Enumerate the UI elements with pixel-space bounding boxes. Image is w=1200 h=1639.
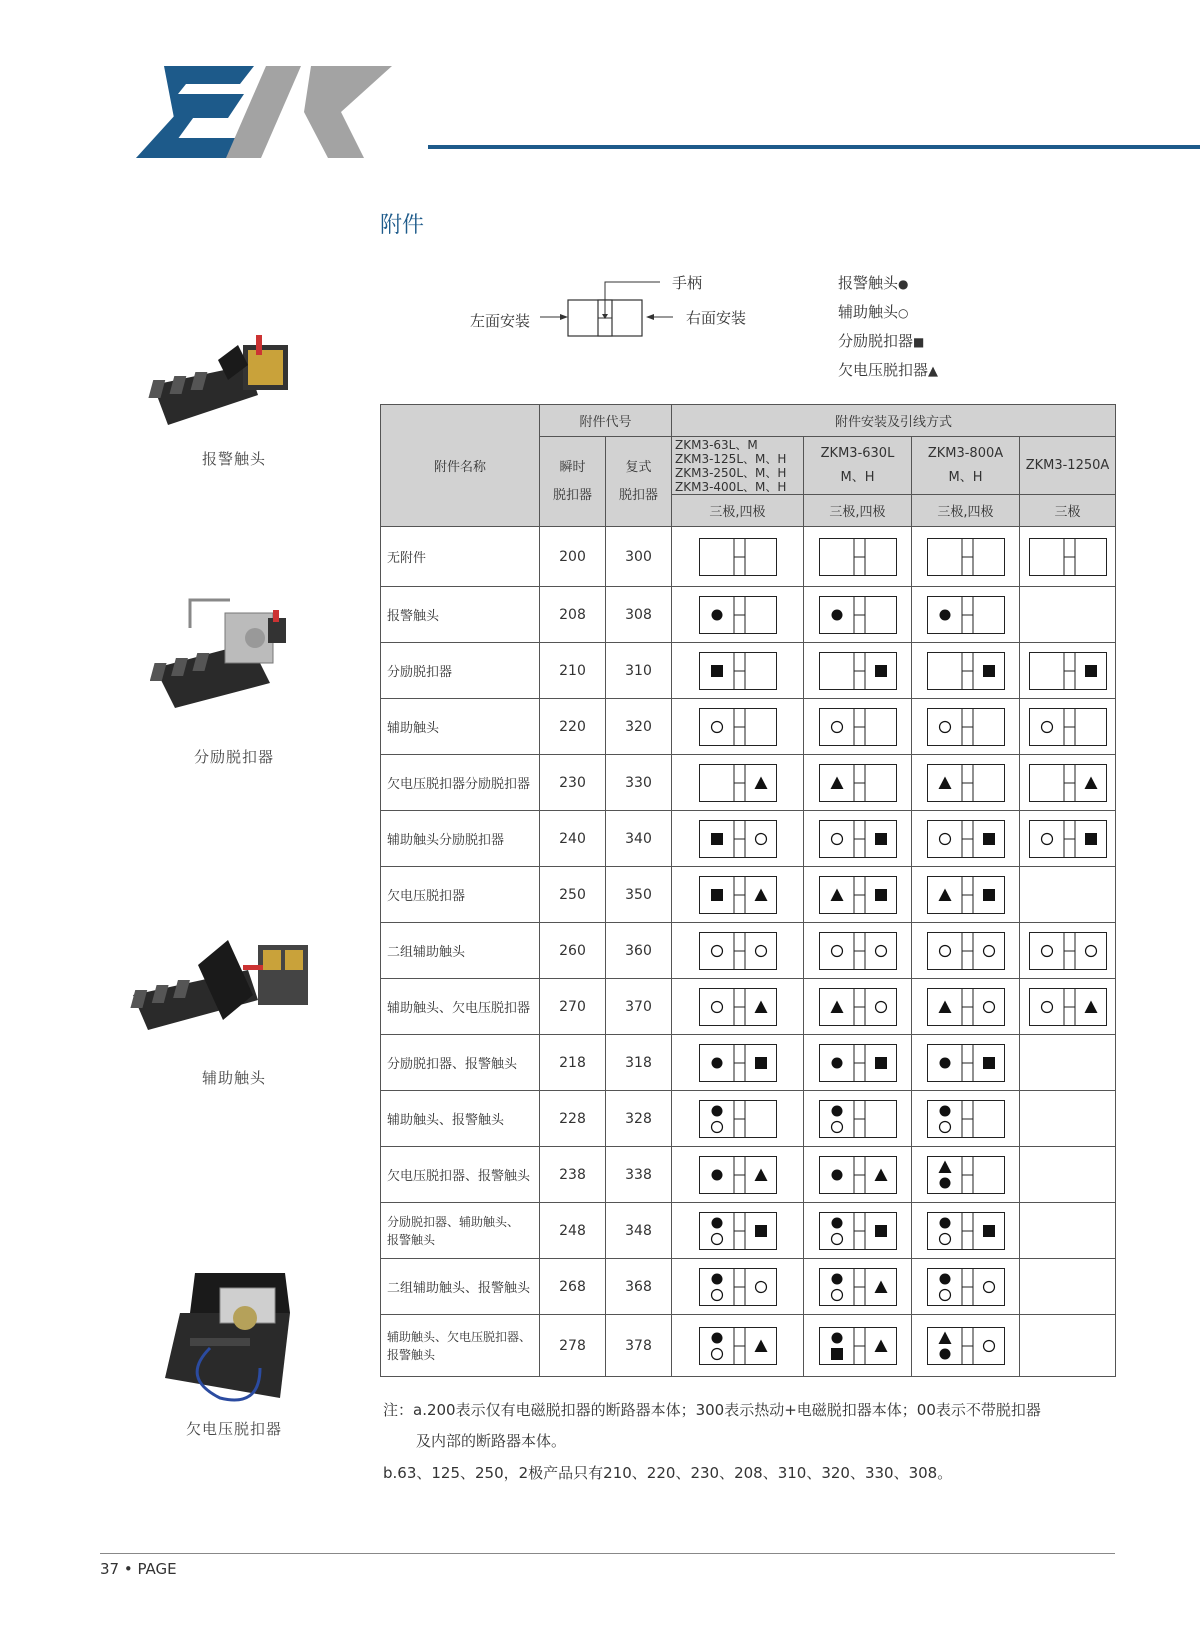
header-instant: 瞬时 脱扣器 — [540, 437, 606, 527]
install-cell — [804, 1035, 912, 1091]
legend-item: 辅助触头○ — [838, 303, 909, 321]
install-cell — [912, 527, 1020, 587]
mounting-symbol — [699, 932, 777, 970]
auxiliary-contact-symbol — [711, 721, 722, 732]
shunt-release-symbol — [755, 1225, 767, 1237]
accessory-table — [380, 404, 1116, 1377]
alarm-contact-symbol — [939, 609, 950, 620]
auxiliary-contact-symbol — [983, 1281, 994, 1292]
accessory-name: 分励脱扣器、报警触头 — [381, 1035, 540, 1091]
install-cell — [912, 811, 1020, 867]
auxiliary-contact-symbol — [755, 833, 766, 844]
shunt-release-symbol — [1085, 665, 1097, 677]
accessory-name: 辅助触头、欠电压脱扣器 — [381, 979, 540, 1035]
install-cell — [804, 923, 912, 979]
auxiliary-contact-symbol — [711, 1233, 722, 1244]
mounting-symbol — [927, 538, 1005, 576]
install-cell — [672, 1203, 804, 1259]
table-row — [381, 867, 1116, 923]
install-cell — [1020, 1259, 1116, 1315]
install-cell — [672, 1091, 804, 1147]
install-cell — [672, 1147, 804, 1203]
install-cell — [672, 643, 804, 699]
table-row — [381, 1259, 1116, 1315]
photo-caption: 报警触头 — [201, 450, 266, 468]
mounting-symbol — [1029, 764, 1107, 802]
auxiliary-contact-symbol — [831, 1289, 842, 1300]
install-cell — [672, 699, 804, 755]
header-poles: 三极,四极 — [912, 495, 1020, 527]
install-cell — [1020, 699, 1116, 755]
brand-logo — [136, 66, 396, 158]
note-a-continued: 及内部的断路器本体。 — [416, 1432, 567, 1450]
install-cell — [912, 979, 1020, 1035]
alarm-contact-symbol — [711, 1217, 722, 1228]
compound-code: 308 — [606, 587, 672, 643]
alarm-contact-symbol — [939, 1273, 950, 1284]
symbol-legend — [838, 272, 938, 388]
auxiliary-contact-symbol — [1041, 1001, 1052, 1012]
install-cell — [804, 867, 912, 923]
instant-code: 218 — [540, 1035, 606, 1091]
auxiliary-contact-symbol — [875, 945, 886, 956]
table-row — [381, 755, 1116, 811]
header-compound: 复式 脱扣器 — [606, 437, 672, 527]
alarm-contact-symbol — [711, 1332, 722, 1343]
shunt-release-symbol — [831, 1348, 843, 1360]
install-cell — [804, 1147, 912, 1203]
install-cell — [912, 1035, 1020, 1091]
photo-caption: 欠电压脱扣器 — [185, 1420, 282, 1438]
photo-caption: 辅助触头 — [201, 1069, 266, 1087]
accessory-name: 欠电压脱扣器分励脱扣器 — [381, 755, 540, 811]
table-row — [381, 587, 1116, 643]
install-cell — [1020, 923, 1116, 979]
auxiliary-contact-symbol — [831, 945, 842, 956]
alarm-contact-photo — [148, 325, 298, 435]
install-cell — [672, 979, 804, 1035]
auxiliary-contact-symbol — [711, 1289, 722, 1300]
mounting-symbol — [927, 652, 1005, 690]
mounting-symbol — [927, 596, 1005, 634]
install-cell — [1020, 811, 1116, 867]
alarm-contact-symbol — [939, 1105, 950, 1116]
mounting-symbol — [819, 764, 897, 802]
mounting-symbol — [927, 932, 1005, 970]
instant-code: 230 — [540, 755, 606, 811]
auxiliary-contact-symbol — [875, 1001, 886, 1012]
install-cell — [1020, 1147, 1116, 1203]
install-cell — [912, 1147, 1020, 1203]
mounting-symbol — [699, 820, 777, 858]
instant-code: 220 — [540, 699, 606, 755]
auxiliary-contact-symbol — [711, 1001, 722, 1012]
alarm-contact-symbol — [831, 1057, 842, 1068]
note-b: b.63、125、250，2极产品只有210、220、230、208、310、320、330、308。 — [383, 1464, 953, 1482]
install-cell — [672, 1035, 804, 1091]
alarm-contact-symbol — [939, 1217, 950, 1228]
note-a: 注：a.200表示仅有电磁脱扣器的断路器本体；300表示热动+电磁脱扣器本体；00表示不带脱扣器 — [383, 1401, 1041, 1419]
mounting-symbol — [1029, 988, 1107, 1026]
mounting-symbol — [699, 538, 777, 576]
page-number: 37 • PAGE — [100, 1560, 177, 1578]
table-row — [381, 1203, 1116, 1259]
alarm-contact-symbol — [831, 1332, 842, 1343]
install-cell — [804, 811, 912, 867]
install-cell — [912, 923, 1020, 979]
shunt-release-symbol — [983, 665, 995, 677]
install-cell — [672, 867, 804, 923]
shunt-release-symbol — [983, 1225, 995, 1237]
compound-code: 360 — [606, 923, 672, 979]
install-cell — [672, 1259, 804, 1315]
auxiliary-contact-symbol — [711, 945, 722, 956]
header-code-group: 附件代号 — [540, 405, 672, 437]
install-cell — [1020, 1091, 1116, 1147]
auxiliary-contact-symbol — [939, 1289, 950, 1300]
table-row — [381, 1315, 1116, 1377]
shunt-release-symbol — [755, 1057, 767, 1069]
mounting-symbol — [819, 652, 897, 690]
shunt-release-symbol — [875, 833, 887, 845]
install-cell — [912, 755, 1020, 811]
accessory-name: 欠电压脱扣器、报警触头 — [381, 1147, 540, 1203]
install-cell — [672, 1315, 804, 1377]
alarm-contact-symbol — [711, 1105, 722, 1116]
accessory-name: 二组辅助触头、报警触头 — [381, 1259, 540, 1315]
header-name: 附件名称 — [381, 405, 540, 527]
accessory-name: 分励脱扣器、辅助触头、 报警触头 — [381, 1203, 540, 1259]
install-cell — [804, 587, 912, 643]
instant-code: 228 — [540, 1091, 606, 1147]
header-model: ZKM3-63L、M ZKM3-125L、M、H ZKM3-250L、M、H ZKM3-400L、M、H — [672, 437, 804, 495]
compound-code: 370 — [606, 979, 672, 1035]
compound-code: 338 — [606, 1147, 672, 1203]
shunt-release-symbol — [711, 889, 723, 901]
alarm-contact-symbol — [831, 1105, 842, 1116]
install-cell — [804, 1259, 912, 1315]
install-cell — [672, 755, 804, 811]
mounting-symbol — [819, 932, 897, 970]
table-row — [381, 699, 1116, 755]
mounting-symbol — [699, 1044, 777, 1082]
auxiliary-contact-symbol — [939, 945, 950, 956]
table-row — [381, 1147, 1116, 1203]
auxiliary-contact-symbol — [983, 1340, 994, 1351]
shunt-release-symbol — [983, 889, 995, 901]
instant-code: 260 — [540, 923, 606, 979]
auxiliary-contact-symbol — [939, 721, 950, 732]
header-rule — [428, 145, 1200, 149]
install-cell — [672, 527, 804, 587]
shunt-release-photo — [150, 598, 300, 713]
instant-code: 270 — [540, 979, 606, 1035]
mounting-symbol — [927, 708, 1005, 746]
install-cell — [912, 1259, 1020, 1315]
table-row — [381, 1035, 1116, 1091]
install-cell — [804, 1315, 912, 1377]
alarm-contact-symbol — [831, 1273, 842, 1284]
accessory-name: 辅助触头、报警触头 — [381, 1091, 540, 1147]
mounting-symbol — [819, 1268, 897, 1306]
install-cell — [1020, 1035, 1116, 1091]
mounting-symbol — [927, 1268, 1005, 1306]
mounting-symbol — [699, 1327, 777, 1365]
install-cell — [672, 923, 804, 979]
mounting-symbol — [699, 652, 777, 690]
instant-code: 240 — [540, 811, 606, 867]
auxiliary-contact-symbol — [1041, 721, 1052, 732]
auxiliary-contact-symbol — [831, 721, 842, 732]
auxiliary-contact-symbol — [831, 1121, 842, 1132]
alarm-contact-symbol — [831, 609, 842, 620]
install-cell — [804, 1203, 912, 1259]
shunt-release-symbol — [711, 833, 723, 845]
diagram-handle-label: 手柄 — [672, 274, 703, 292]
compound-code: 310 — [606, 643, 672, 699]
accessory-name: 辅助触头分励脱扣器 — [381, 811, 540, 867]
compound-code: 340 — [606, 811, 672, 867]
table-row — [381, 811, 1116, 867]
install-cell — [804, 699, 912, 755]
mounting-symbol — [819, 708, 897, 746]
shunt-release-symbol — [983, 1057, 995, 1069]
compound-code: 328 — [606, 1091, 672, 1147]
table-row — [381, 923, 1116, 979]
mounting-symbol — [819, 1327, 897, 1365]
mounting-symbol — [927, 1156, 1005, 1194]
auxiliary-contact-symbol — [831, 1233, 842, 1244]
install-cell — [912, 1315, 1020, 1377]
mounting-symbol — [1029, 932, 1107, 970]
mounting-symbol — [927, 876, 1005, 914]
install-cell — [804, 755, 912, 811]
compound-code: 320 — [606, 699, 672, 755]
mounting-symbol — [699, 1156, 777, 1194]
mounting-symbol — [927, 988, 1005, 1026]
install-cell — [804, 643, 912, 699]
auxiliary-contact-symbol — [1085, 945, 1096, 956]
mounting-symbol — [927, 764, 1005, 802]
diagram-left-label: 左面安装 — [470, 312, 531, 330]
mounting-symbol — [1029, 708, 1107, 746]
instant-code: 238 — [540, 1147, 606, 1203]
accessory-name: 分励脱扣器 — [381, 643, 540, 699]
auxiliary-contact-symbol — [755, 945, 766, 956]
auxiliary-contact-symbol — [1041, 945, 1052, 956]
install-cell — [1020, 979, 1116, 1035]
mounting-symbol — [819, 1044, 897, 1082]
shunt-release-symbol — [711, 665, 723, 677]
install-cell — [672, 587, 804, 643]
install-cell — [1020, 1203, 1116, 1259]
install-cell — [1020, 867, 1116, 923]
mounting-symbol — [1029, 538, 1107, 576]
auxiliary-contact-symbol — [939, 1121, 950, 1132]
instant-code: 210 — [540, 643, 606, 699]
auxiliary-contact-symbol — [983, 1001, 994, 1012]
compound-code: 318 — [606, 1035, 672, 1091]
undervoltage-release-photo — [150, 1258, 310, 1408]
instant-code: 250 — [540, 867, 606, 923]
section-title: 附件 — [380, 213, 425, 238]
accessory-name: 辅助触头 — [381, 699, 540, 755]
auxiliary-contact-symbol — [939, 1233, 950, 1244]
header-poles: 三极,四极 — [672, 495, 804, 527]
install-cell — [1020, 643, 1116, 699]
mounting-symbol — [819, 876, 897, 914]
instant-code: 278 — [540, 1315, 606, 1377]
mounting-symbol — [699, 708, 777, 746]
instant-code: 200 — [540, 527, 606, 587]
install-cell — [912, 587, 1020, 643]
header-model: ZKM3-1250A — [1020, 437, 1116, 495]
compound-code: 330 — [606, 755, 672, 811]
install-cell — [1020, 527, 1116, 587]
mounting-symbol — [927, 1100, 1005, 1138]
alarm-contact-symbol — [939, 1057, 950, 1068]
alarm-contact-symbol — [831, 1169, 842, 1180]
accessory-name: 辅助触头、欠电压脱扣器、 报警触头 — [381, 1315, 540, 1377]
table-row — [381, 1091, 1116, 1147]
mounting-symbol — [927, 1044, 1005, 1082]
legend-item: 欠电压脱扣器▲ — [838, 361, 939, 379]
shunt-release-symbol — [875, 1057, 887, 1069]
install-cell — [912, 867, 1020, 923]
install-cell — [1020, 1315, 1116, 1377]
alarm-contact-symbol — [939, 1177, 950, 1188]
table-row — [381, 979, 1116, 1035]
table-row — [381, 643, 1116, 699]
mounting-symbol — [819, 1212, 897, 1250]
install-cell — [804, 1091, 912, 1147]
mounting-symbol — [699, 988, 777, 1026]
legend-item: 报警触头● — [838, 274, 909, 292]
auxiliary-contact-symbol — [755, 1281, 766, 1292]
shunt-release-symbol — [875, 665, 887, 677]
mounting-symbol — [699, 876, 777, 914]
compound-code: 348 — [606, 1203, 672, 1259]
footer-rule — [100, 1553, 1115, 1554]
mounting-symbol — [927, 820, 1005, 858]
mounting-symbol — [699, 1268, 777, 1306]
mounting-symbol — [699, 764, 777, 802]
table-row — [381, 527, 1116, 587]
mounting-symbol — [819, 1156, 897, 1194]
auxiliary-contact-symbol — [711, 1348, 722, 1359]
compound-code: 378 — [606, 1315, 672, 1377]
diagram-right-label: 右面安装 — [686, 309, 747, 327]
install-cell — [672, 811, 804, 867]
mounting-symbol — [699, 596, 777, 634]
alarm-contact-symbol — [711, 1273, 722, 1284]
header-install-group: 附件安装及引线方式 — [672, 405, 1116, 437]
header-model: ZKM3-630L M、H — [804, 437, 912, 495]
mounting-symbol — [927, 1327, 1005, 1365]
instant-code: 208 — [540, 587, 606, 643]
install-cell — [912, 1203, 1020, 1259]
accessory-name: 欠电压脱扣器 — [381, 867, 540, 923]
mounting-symbol — [819, 538, 897, 576]
photo-caption: 分励脱扣器 — [193, 748, 274, 766]
table-body — [381, 527, 1116, 1377]
mounting-symbol — [819, 596, 897, 634]
mounting-symbol — [1029, 652, 1107, 690]
alarm-contact-symbol — [831, 1217, 842, 1228]
install-cell — [804, 527, 912, 587]
install-cell — [1020, 755, 1116, 811]
install-cell — [912, 699, 1020, 755]
mounting-symbol — [699, 1100, 777, 1138]
auxiliary-contact-symbol — [1041, 833, 1052, 844]
shunt-release-symbol — [983, 833, 995, 845]
mounting-symbol — [699, 1212, 777, 1250]
alarm-contact-symbol — [711, 1057, 722, 1068]
table-header — [381, 405, 1116, 527]
shunt-release-symbol — [875, 1225, 887, 1237]
mounting-symbol — [819, 1100, 897, 1138]
header-poles: 三极,四极 — [804, 495, 912, 527]
alarm-contact-symbol — [711, 609, 722, 620]
auxiliary-contact-symbol — [831, 833, 842, 844]
legend-item: 分励脱扣器■ — [838, 332, 925, 350]
auxiliary-contact-symbol — [983, 945, 994, 956]
instant-code: 248 — [540, 1203, 606, 1259]
auxiliary-contact-photo — [128, 935, 318, 1050]
shunt-release-symbol — [1085, 833, 1097, 845]
install-cell — [912, 643, 1020, 699]
install-cell — [1020, 587, 1116, 643]
mounting-symbol — [927, 1212, 1005, 1250]
accessory-name: 二组辅助触头 — [381, 923, 540, 979]
auxiliary-contact-symbol — [939, 833, 950, 844]
install-cell — [804, 979, 912, 1035]
accessory-name: 无附件 — [381, 527, 540, 587]
install-cell — [912, 1091, 1020, 1147]
alarm-contact-symbol — [711, 1169, 722, 1180]
shunt-release-symbol — [875, 889, 887, 901]
alarm-contact-symbol — [939, 1348, 950, 1359]
header-model: ZKM3-800A M、H — [912, 437, 1020, 495]
compound-code: 368 — [606, 1259, 672, 1315]
mounting-symbol — [1029, 820, 1107, 858]
auxiliary-contact-symbol — [711, 1121, 722, 1132]
instant-code: 268 — [540, 1259, 606, 1315]
accessory-name: 报警触头 — [381, 587, 540, 643]
header-poles: 三极 — [1020, 495, 1116, 527]
mounting-symbol — [819, 988, 897, 1026]
compound-code: 300 — [606, 527, 672, 587]
mounting-symbol — [819, 820, 897, 858]
compound-code: 350 — [606, 867, 672, 923]
